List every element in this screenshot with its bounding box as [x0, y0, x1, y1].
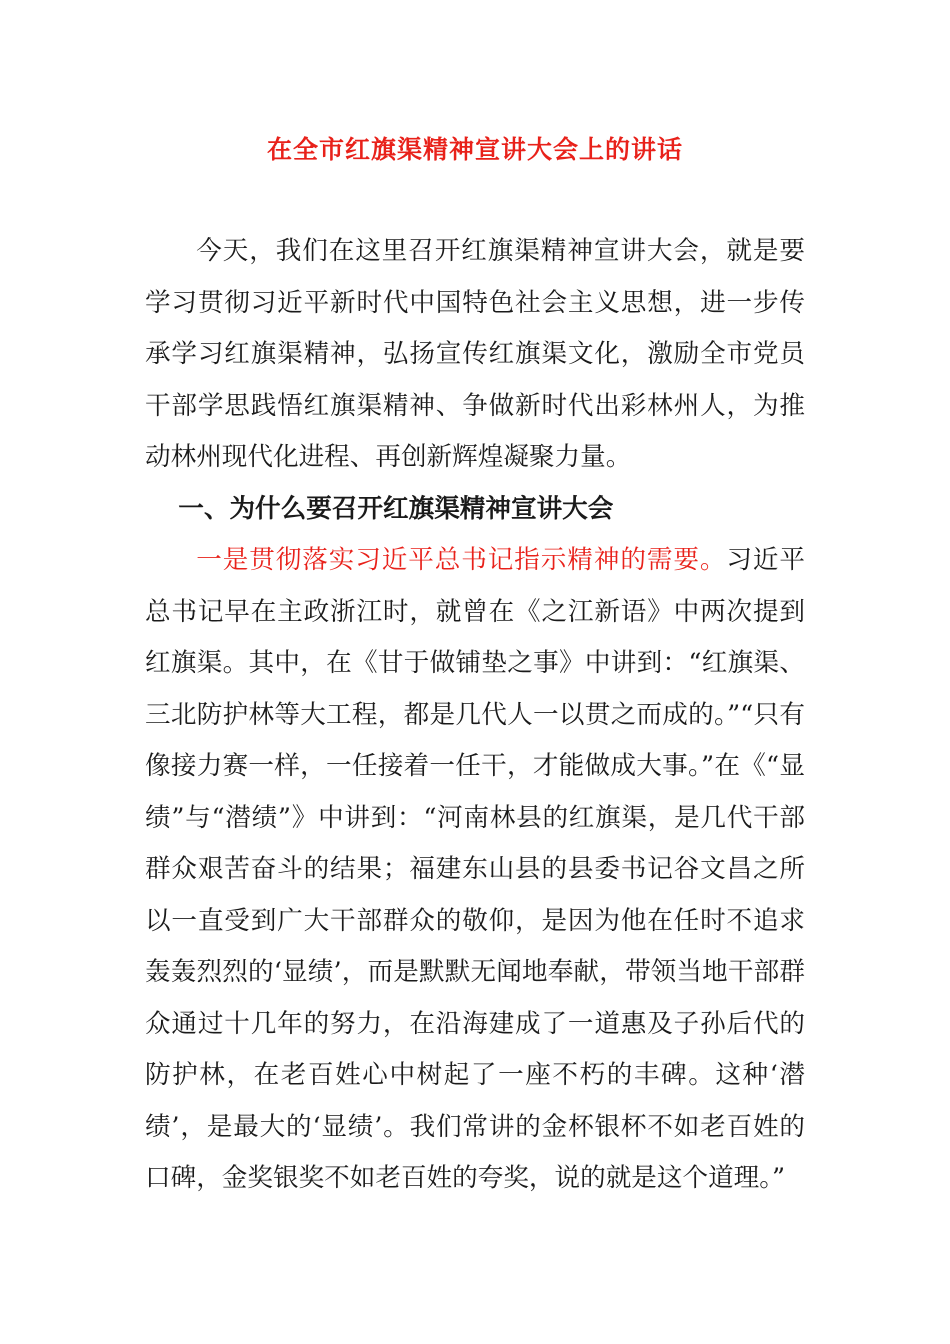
document-body	[145, 226, 805, 1205]
point-paragraph	[145, 535, 805, 1205]
point-lead: 一是贯彻落实习近平总书记指示精神的需要。	[196, 545, 727, 575]
point-body: 习近平总书记早在主政浙江时，就曾在《之江新语》中两次提到红旗渠。其中，在《甘于做铺垫之事》中讲到：“红旗渠、三北防护林等大工程，都是几代人一以贯之而成的。”“只有像接力赛一样，一任接着一任干，才能做成大事。”在《“显绩”与“潜绩”》中讲到：“河南林县的红旗渠，是几代干部群众艰苦奋斗的结果；福建东山县的县委书记谷文昌之所以一直受到广大干部群众的敬仰，是因为他在任时不追求轰轰烈烈的‘显绩’，而是默默无闻地奉献，带领当地干部群众通过十几年的努力，在沿海建成了一道惠及子孙后代的防护林，在老百姓心中树起了一座不朽的丰碑。这种‘潜绩’，是最大的‘显绩’。我们常讲的金杯银杯不如老百姓的口碑，金奖银奖不如老百姓的夸奖，说的就是这个道理。”	[145, 545, 805, 1193]
intro-paragraph: 今天，我们在这里召开红旗渠精神宣讲大会，就是要学习贯彻习近平新时代中国特色社会主义思想，进一步传承学习红旗渠精神，弘扬宣传红旗渠文化，激励全市党员干部学思践悟红旗渠精神、争做新时代出彩林州人，为推动林州现代化进程、再创新辉煌凝聚力量。	[145, 236, 805, 472]
section-heading: 一、为什么要召开红旗渠精神宣讲大会	[178, 493, 614, 524]
document-title: 在全市红旗渠精神宣讲大会上的讲话	[266, 135, 683, 164]
